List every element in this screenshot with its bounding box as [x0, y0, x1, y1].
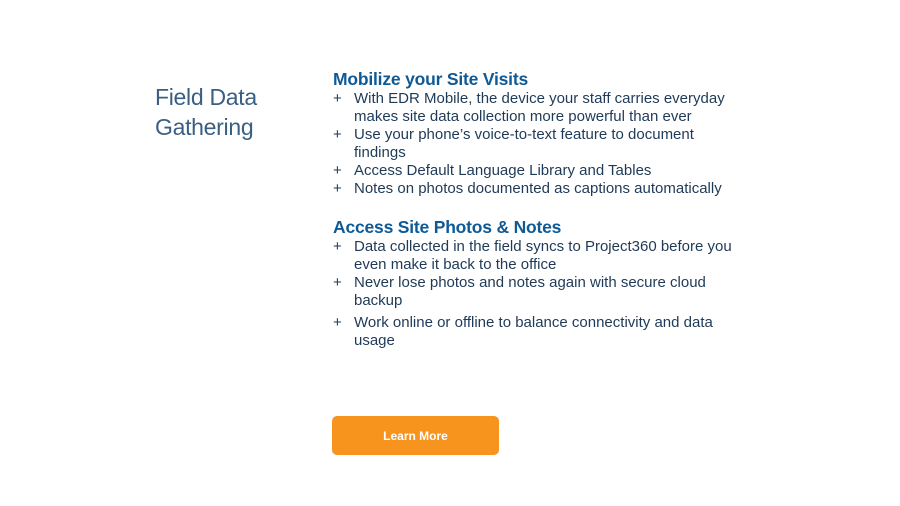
side-title-line-1: Field Data	[155, 84, 257, 110]
feature-list	[333, 90, 733, 198]
plus-icon: +	[333, 90, 342, 107]
list-item-text: Work online or offline to balance connectivity and data usage	[354, 314, 713, 349]
plus-icon: +	[333, 238, 342, 255]
list-item-text: With EDR Mobile, the device your staff carries everyday makes site data collection more powerful than ever	[354, 90, 725, 125]
plus-icon: +	[333, 126, 342, 143]
list-item-text: Access Default Language Library and Tables	[354, 162, 652, 179]
section-heading: Mobilize your Site Visits	[333, 69, 529, 89]
list-item	[333, 238, 733, 274]
learn-more-button[interactable]: Learn More	[332, 416, 499, 455]
list-item-text: Notes on photos documented as captions automatically	[354, 180, 722, 197]
side-title-line-2: Gathering	[155, 114, 254, 140]
list-item	[333, 90, 733, 126]
list-item	[333, 162, 733, 180]
list-item-text: Use your phone’s voice-to-text feature to document findings	[354, 126, 694, 161]
plus-icon: +	[333, 274, 342, 291]
field-data-gathering-title	[155, 82, 305, 142]
list-item-text: Never lose photos and notes again with secure cloud backup	[354, 274, 706, 309]
section-mobilize-site-visits	[333, 68, 733, 198]
feature-content	[333, 68, 733, 350]
feature-list	[333, 238, 733, 350]
section-heading: Access Site Photos & Notes	[333, 217, 562, 237]
list-item	[333, 314, 733, 350]
section-access-site-photos-notes	[333, 216, 733, 350]
list-item	[333, 274, 733, 310]
plus-icon: +	[333, 180, 342, 197]
list-item	[333, 180, 733, 198]
plus-icon: +	[333, 162, 342, 179]
list-item-text: Data collected in the field syncs to Project360 before you even make it back to the office	[354, 238, 732, 273]
list-item	[333, 126, 733, 162]
plus-icon: +	[333, 314, 342, 331]
